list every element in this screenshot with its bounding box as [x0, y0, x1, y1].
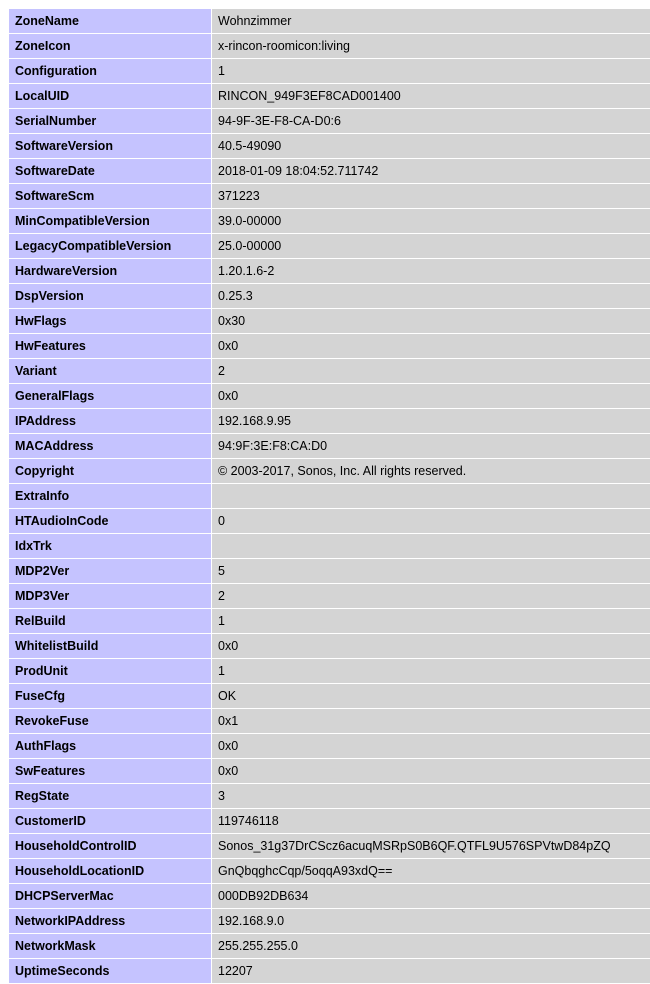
- table-row: [9, 659, 650, 684]
- property-name-cell: LocalUID: [9, 84, 212, 109]
- table-row: [9, 934, 650, 959]
- property-value-cell: 1: [212, 59, 650, 84]
- table-row: [9, 534, 650, 559]
- property-name-cell: LegacyCompatibleVersion: [9, 234, 212, 259]
- property-name-cell: CustomerID: [9, 809, 212, 834]
- property-name-cell: HouseholdLocationID: [9, 859, 212, 884]
- property-name-cell: IPAddress: [9, 409, 212, 434]
- property-name-cell: SoftwareScm: [9, 184, 212, 209]
- property-name-cell: RevokeFuse: [9, 709, 212, 734]
- table-row: [9, 59, 650, 84]
- property-name-cell: AuthFlags: [9, 734, 212, 759]
- property-value-cell: GnQbqghcCqp/5oqqA93xdQ==: [212, 859, 650, 884]
- property-name-cell: ZoneName: [9, 9, 212, 34]
- property-value-cell: 0x30: [212, 309, 650, 334]
- table-row: [9, 909, 650, 934]
- property-value-cell: 94:9F:3E:F8:CA:D0: [212, 434, 650, 459]
- property-value-cell: OK: [212, 684, 650, 709]
- table-row: [9, 559, 650, 584]
- property-name-cell: IdxTrk: [9, 534, 212, 559]
- property-name-cell: UptimeSeconds: [9, 959, 212, 984]
- table-row: [9, 584, 650, 609]
- table-row: [9, 334, 650, 359]
- property-value-cell: 2018-01-09 18:04:52.711742: [212, 159, 650, 184]
- table-row: [9, 734, 650, 759]
- property-value-cell: 0x0: [212, 384, 650, 409]
- table-row: [9, 159, 650, 184]
- property-name-cell: RegState: [9, 784, 212, 809]
- table-row: [9, 184, 650, 209]
- property-value-cell: 1.20.1.6-2: [212, 259, 650, 284]
- table-row: [9, 434, 650, 459]
- table-body: [9, 9, 650, 984]
- property-name-cell: SoftwareVersion: [9, 134, 212, 159]
- property-value-cell: 371223: [212, 184, 650, 209]
- property-value-cell: 0x1: [212, 709, 650, 734]
- property-name-cell: HwFeatures: [9, 334, 212, 359]
- property-value-cell: 255.255.255.0: [212, 934, 650, 959]
- table-row: [9, 809, 650, 834]
- property-value-cell: 5: [212, 559, 650, 584]
- property-value-cell: 94-9F-3E-F8-CA-D0:6: [212, 109, 650, 134]
- table-row: [9, 784, 650, 809]
- table-row: [9, 359, 650, 384]
- table-row: [9, 309, 650, 334]
- table-row: [9, 684, 650, 709]
- property-name-cell: NetworkMask: [9, 934, 212, 959]
- table-row: [9, 209, 650, 234]
- property-name-cell: MDP3Ver: [9, 584, 212, 609]
- property-value-cell: 39.0-00000: [212, 209, 650, 234]
- table-row: [9, 259, 650, 284]
- table-row: [9, 284, 650, 309]
- property-value-cell: Sonos_31g37DrCScz6acuqMSRpS0B6QF.QTFL9U576SPVtwD84pZQ: [212, 834, 650, 859]
- property-name-cell: ProdUnit: [9, 659, 212, 684]
- table-row: [9, 884, 650, 909]
- property-name-cell: SerialNumber: [9, 109, 212, 134]
- table-row: [9, 384, 650, 409]
- property-name-cell: HouseholdControlID: [9, 834, 212, 859]
- table-row: [9, 84, 650, 109]
- property-value-cell: Wohnzimmer: [212, 9, 650, 34]
- table-row: [9, 9, 650, 34]
- table-row: [9, 234, 650, 259]
- property-value-cell: x-rincon-roomicon:living: [212, 34, 650, 59]
- property-name-cell: NetworkIPAddress: [9, 909, 212, 934]
- property-value-cell: 0x0: [212, 334, 650, 359]
- property-name-cell: MDP2Ver: [9, 559, 212, 584]
- table-row: [9, 134, 650, 159]
- property-value-cell: 1: [212, 659, 650, 684]
- property-value-cell: 0.25.3: [212, 284, 650, 309]
- property-value-cell: 192.168.9.95: [212, 409, 650, 434]
- property-value-cell: 0x0: [212, 634, 650, 659]
- property-name-cell: DHCPServerMac: [9, 884, 212, 909]
- property-value-cell: 40.5-49090: [212, 134, 650, 159]
- property-name-cell: WhitelistBuild: [9, 634, 212, 659]
- property-name-cell: DspVersion: [9, 284, 212, 309]
- property-name-cell: Copyright: [9, 459, 212, 484]
- table-row: [9, 34, 650, 59]
- property-value-cell: 119746118: [212, 809, 650, 834]
- property-value-cell: 0x0: [212, 759, 650, 784]
- property-name-cell: Variant: [9, 359, 212, 384]
- property-value-cell: 000DB92DB634: [212, 884, 650, 909]
- device-info-table: [8, 8, 650, 984]
- property-name-cell: ZoneIcon: [9, 34, 212, 59]
- property-value-cell: [212, 484, 650, 509]
- property-name-cell: HwFlags: [9, 309, 212, 334]
- property-value-cell: 2: [212, 584, 650, 609]
- property-name-cell: SwFeatures: [9, 759, 212, 784]
- property-value-cell: 192.168.9.0: [212, 909, 650, 934]
- property-value-cell: 12207: [212, 959, 650, 984]
- table-row: [9, 459, 650, 484]
- table-row: [9, 509, 650, 534]
- table-row: [9, 859, 650, 884]
- property-name-cell: GeneralFlags: [9, 384, 212, 409]
- property-name-cell: MACAddress: [9, 434, 212, 459]
- table-row: [9, 834, 650, 859]
- property-value-cell: 2: [212, 359, 650, 384]
- property-value-cell: © 2003-2017, Sonos, Inc. All rights reserved.: [212, 459, 650, 484]
- table-row: [9, 484, 650, 509]
- property-value-cell: 25.0-00000: [212, 234, 650, 259]
- property-value-cell: RINCON_949F3EF8CAD001400: [212, 84, 650, 109]
- property-name-cell: SoftwareDate: [9, 159, 212, 184]
- property-value-cell: [212, 534, 650, 559]
- property-name-cell: HTAudioInCode: [9, 509, 212, 534]
- property-name-cell: HardwareVersion: [9, 259, 212, 284]
- table-row: [9, 634, 650, 659]
- table-row: [9, 709, 650, 734]
- property-name-cell: Configuration: [9, 59, 212, 84]
- property-name-cell: MinCompatibleVersion: [9, 209, 212, 234]
- property-value-cell: 0: [212, 509, 650, 534]
- table-row: [9, 759, 650, 784]
- property-value-cell: 0x0: [212, 734, 650, 759]
- property-name-cell: FuseCfg: [9, 684, 212, 709]
- table-row: [9, 609, 650, 634]
- table-row: [9, 109, 650, 134]
- property-name-cell: RelBuild: [9, 609, 212, 634]
- table-row: [9, 409, 650, 434]
- property-value-cell: 1: [212, 609, 650, 634]
- property-value-cell: 3: [212, 784, 650, 809]
- table-row: [9, 959, 650, 984]
- property-name-cell: ExtraInfo: [9, 484, 212, 509]
